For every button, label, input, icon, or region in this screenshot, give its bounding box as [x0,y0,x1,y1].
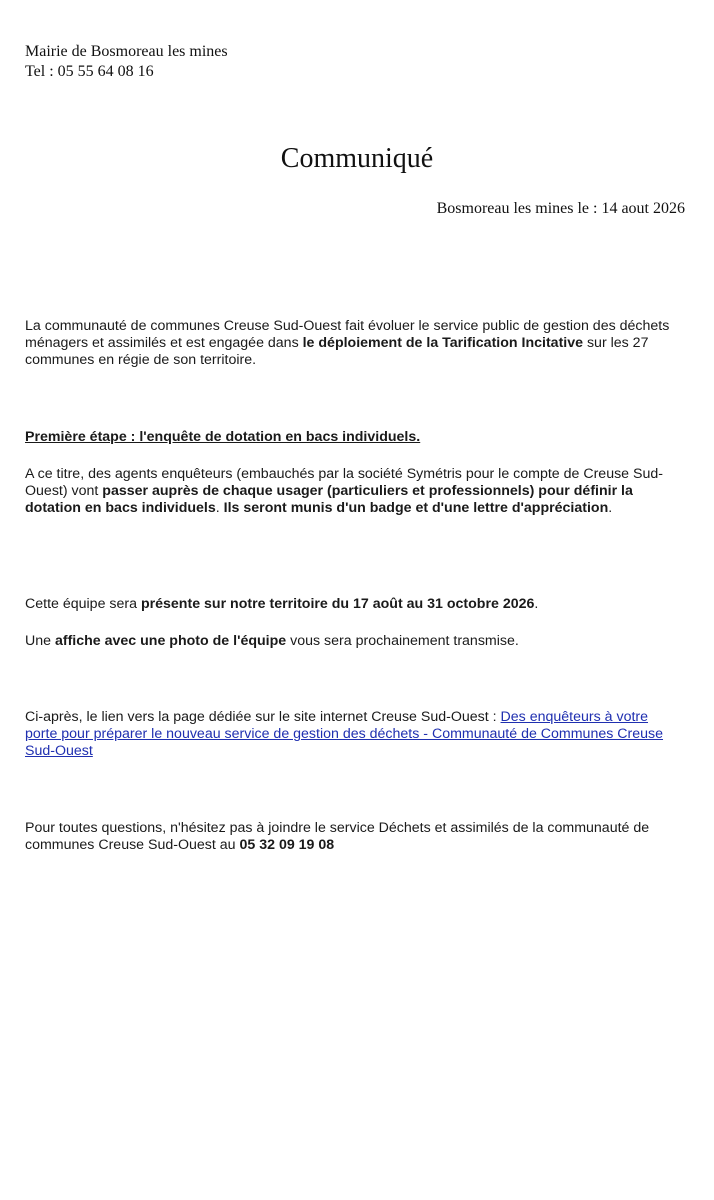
contact-paragraph [25,820,673,854]
website-link[interactable]: Des enquêteurs à votre porte pour préparer le nouveau service de gestion des déchets - Communauté de Communes Creuse Sud-Ouest [25,709,664,759]
link-paragraph [25,709,673,760]
survey-bold: passer auprès de chaque usager (particuliers et professionnels) pour définir la dotation en bacs individuels [25,483,633,516]
document-title: Communiqué [280,143,434,174]
date-line: Bosmoreau les mines le : 14 aout 2026 [436,200,685,217]
dates-bold: présente sur notre territoire du 17 août au 31 octobre 2026 [140,596,535,612]
survey-bold-badge: Ils seront munis d'un badge et d'une lettre d'appréciation [223,500,609,516]
section-heading-text: Première étape : l'enquête de dotation en bacs individuels. [25,429,421,445]
poster-text-end: vous sera prochainement transmise. [286,633,519,649]
survey-text-mid: . [215,500,224,516]
dates-text-end: . [534,596,539,612]
intro-bold: le déploiement de la Tarification Incitative [302,335,584,351]
contact-phone: 05 32 09 19 08 [239,837,335,853]
survey-paragraph [25,466,673,517]
letterhead [25,42,228,82]
intro-paragraph [25,318,673,369]
poster-bold: affiche avec une photo de l'équipe [54,633,287,649]
section-heading [25,429,673,446]
poster-text: Une [25,633,55,649]
survey-text-end: . [608,500,613,516]
intro-text-end: sur les 27 communes en régie de son territoire. [25,335,649,368]
dates-text: Cette équipe sera [25,596,141,612]
mairie-name: Mairie de Bosmoreau les mines [25,43,228,60]
mairie-phone: Tel : 05 55 64 08 16 [25,63,154,80]
intro-text: La communauté de communes Creuse Sud-Ouest fait évoluer le service public de gestion des déchets ménagers et assimilés et est engagée dans [25,318,670,351]
dates-paragraph [25,596,673,613]
contact-text: Pour toutes questions, n'hésitez pas à joindre le service Déchets et assimilés de la communauté de communes Creuse Sud-Ouest au [25,820,650,853]
link-intro-text: Ci-après, le lien vers la page dédiée sur le site internet Creuse Sud-Ouest : [25,709,501,725]
survey-text: A ce titre, des agents enquêteurs (embauchés par la société Symétris pour le compte de Creuse Sud-Ouest) vont [25,466,663,499]
poster-paragraph [25,633,673,650]
